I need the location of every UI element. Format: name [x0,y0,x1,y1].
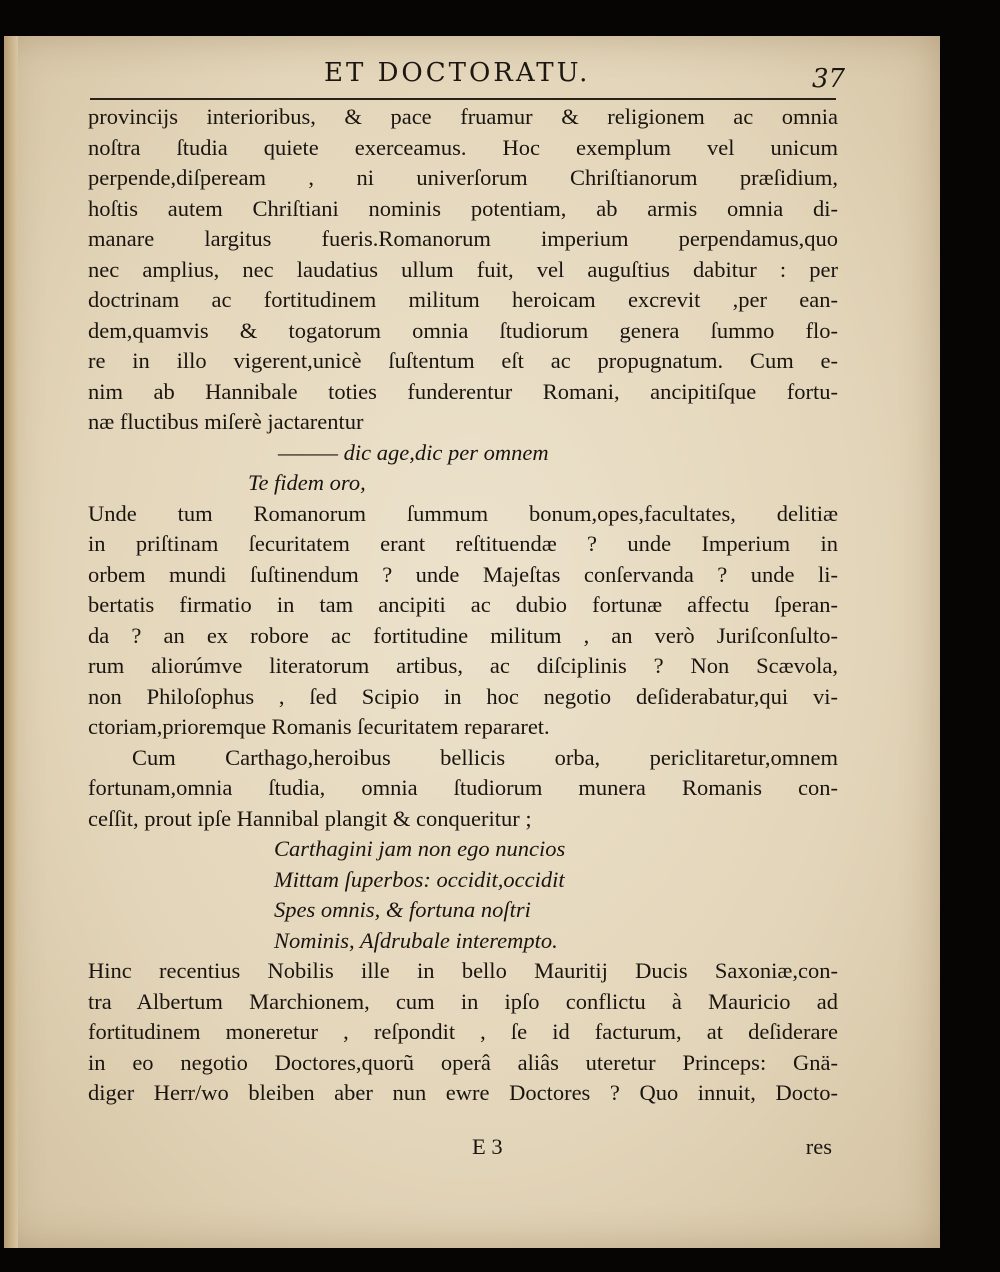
text-line: fortitudinem moneretur , reſpondit , ſe id facturum, at deſiderare [88,1019,838,1044]
text-line: doctrinam ac fortitudinem militum heroicam excrevit ,per ean- [88,287,838,312]
text-line: bertatis firmatio in tam ancipiti ac dubio fortunæ affectu ſperan- [88,592,838,617]
verse-line: Te fidem oro, [248,470,366,495]
text-line: Unde tum Romanorum ſummum bonum,opes,facultates, delitiæ [88,500,838,526]
text-block [88,102,838,1109]
book-page [4,36,940,1248]
text-line: diger Herr/wo bleiben aber nun ewre Doctores ? Quo innuit, Docto- [88,1080,838,1105]
text-line: re in illo vigerent,unicè ſuſtentum eſt ac propugnatum. Cum e- [88,348,838,373]
page-gutter-edge [4,36,18,1248]
text-line: hoſtis autem Chriſtiani nominis potentiam, ab armis omnia di- [88,195,838,221]
text-line: dem,quamvis & togatorum omnia ſtudiorum genera ſummo flo- [88,317,838,343]
text-line: in priſtinam ſecuritatem erant reſtituendæ ? unde Imperium in [88,531,838,556]
page-number: 37 [812,64,846,94]
verse-line: Carthagini jam non ego nuncios [274,836,566,861]
verse-line: ——— dic age,dic per omnem [278,439,549,465]
text-line: noſtra ſtudia quiete exerceamus. Hoc exemplum vel unicum [88,134,838,160]
text-line: manare largitus fueris.Romanorum imperium perpendamus,quo [88,226,838,251]
text-line: ceſſit, prout ipſe Hannibal plangit & conqueritur ; [88,805,532,831]
running-title: ET DOCTORATU. [324,58,591,88]
text-line: fortunam,omnia ſtudia, omnia ſtudiorum munera Romanis con- [88,775,838,800]
text-line: da ? an ex robore ac fortitudine militum , an verò Juriſconſulto- [88,622,838,648]
catchword: res [805,1134,832,1159]
text-line: nec amplius, nec laudatius ullum fuit, vel auguſtius dabitur : per [88,256,838,282]
text-line: non Philoſophus , ſed Scipio in hoc negotio deſiderabatur,qui vi- [88,683,838,709]
header-rule [90,98,836,100]
verse-line: Spes omnis, & fortuna noſtri [274,897,531,922]
signature-mark: E 3 [472,1134,503,1159]
verse-line: Mittam ſuperbos: occidit,occidit [274,866,565,892]
paragraph-start-line: Cum Carthago,heroibus bellicis orba, periclitaretur,omnem [132,744,838,770]
text-line: næ fluctibus miſerè jactarentur [88,409,364,434]
text-line: in eo negotio Doctores,quorũ operâ aliâs uteretur Princeps: Gnä- [88,1049,838,1075]
page-footer [88,1134,838,1164]
verse-line: Nominis, Aſdrubale interempto. [274,927,558,953]
text-line: orbem mundi ſuſtinendum ? unde Majeſtas conſervanda ? unde li- [88,561,838,587]
text-line: perpende,diſpeream , ni univerſorum Chriſtianorum præſidium, [88,165,838,190]
text-line: ctoriam,prioremque Romanis ſecuritatem repararet. [88,714,550,739]
text-line: provincijs interioribus, & pace fruamur & religionem ac omnia [88,104,838,129]
text-line: Hinc recentius Nobilis ille in bello Mauritij Ducis Saxoniæ,con- [88,958,838,983]
text-line: nim ab Hannibale toties funderentur Romani, ancipitiſque fortu- [88,378,838,404]
text-line: rum aliorúmve literatorum artibus, ac diſciplinis ? Non Scævola, [88,653,838,678]
text-line: tra Albertum Marchionem, cum in ipſo conflictu à Mauricio ad [88,988,838,1014]
